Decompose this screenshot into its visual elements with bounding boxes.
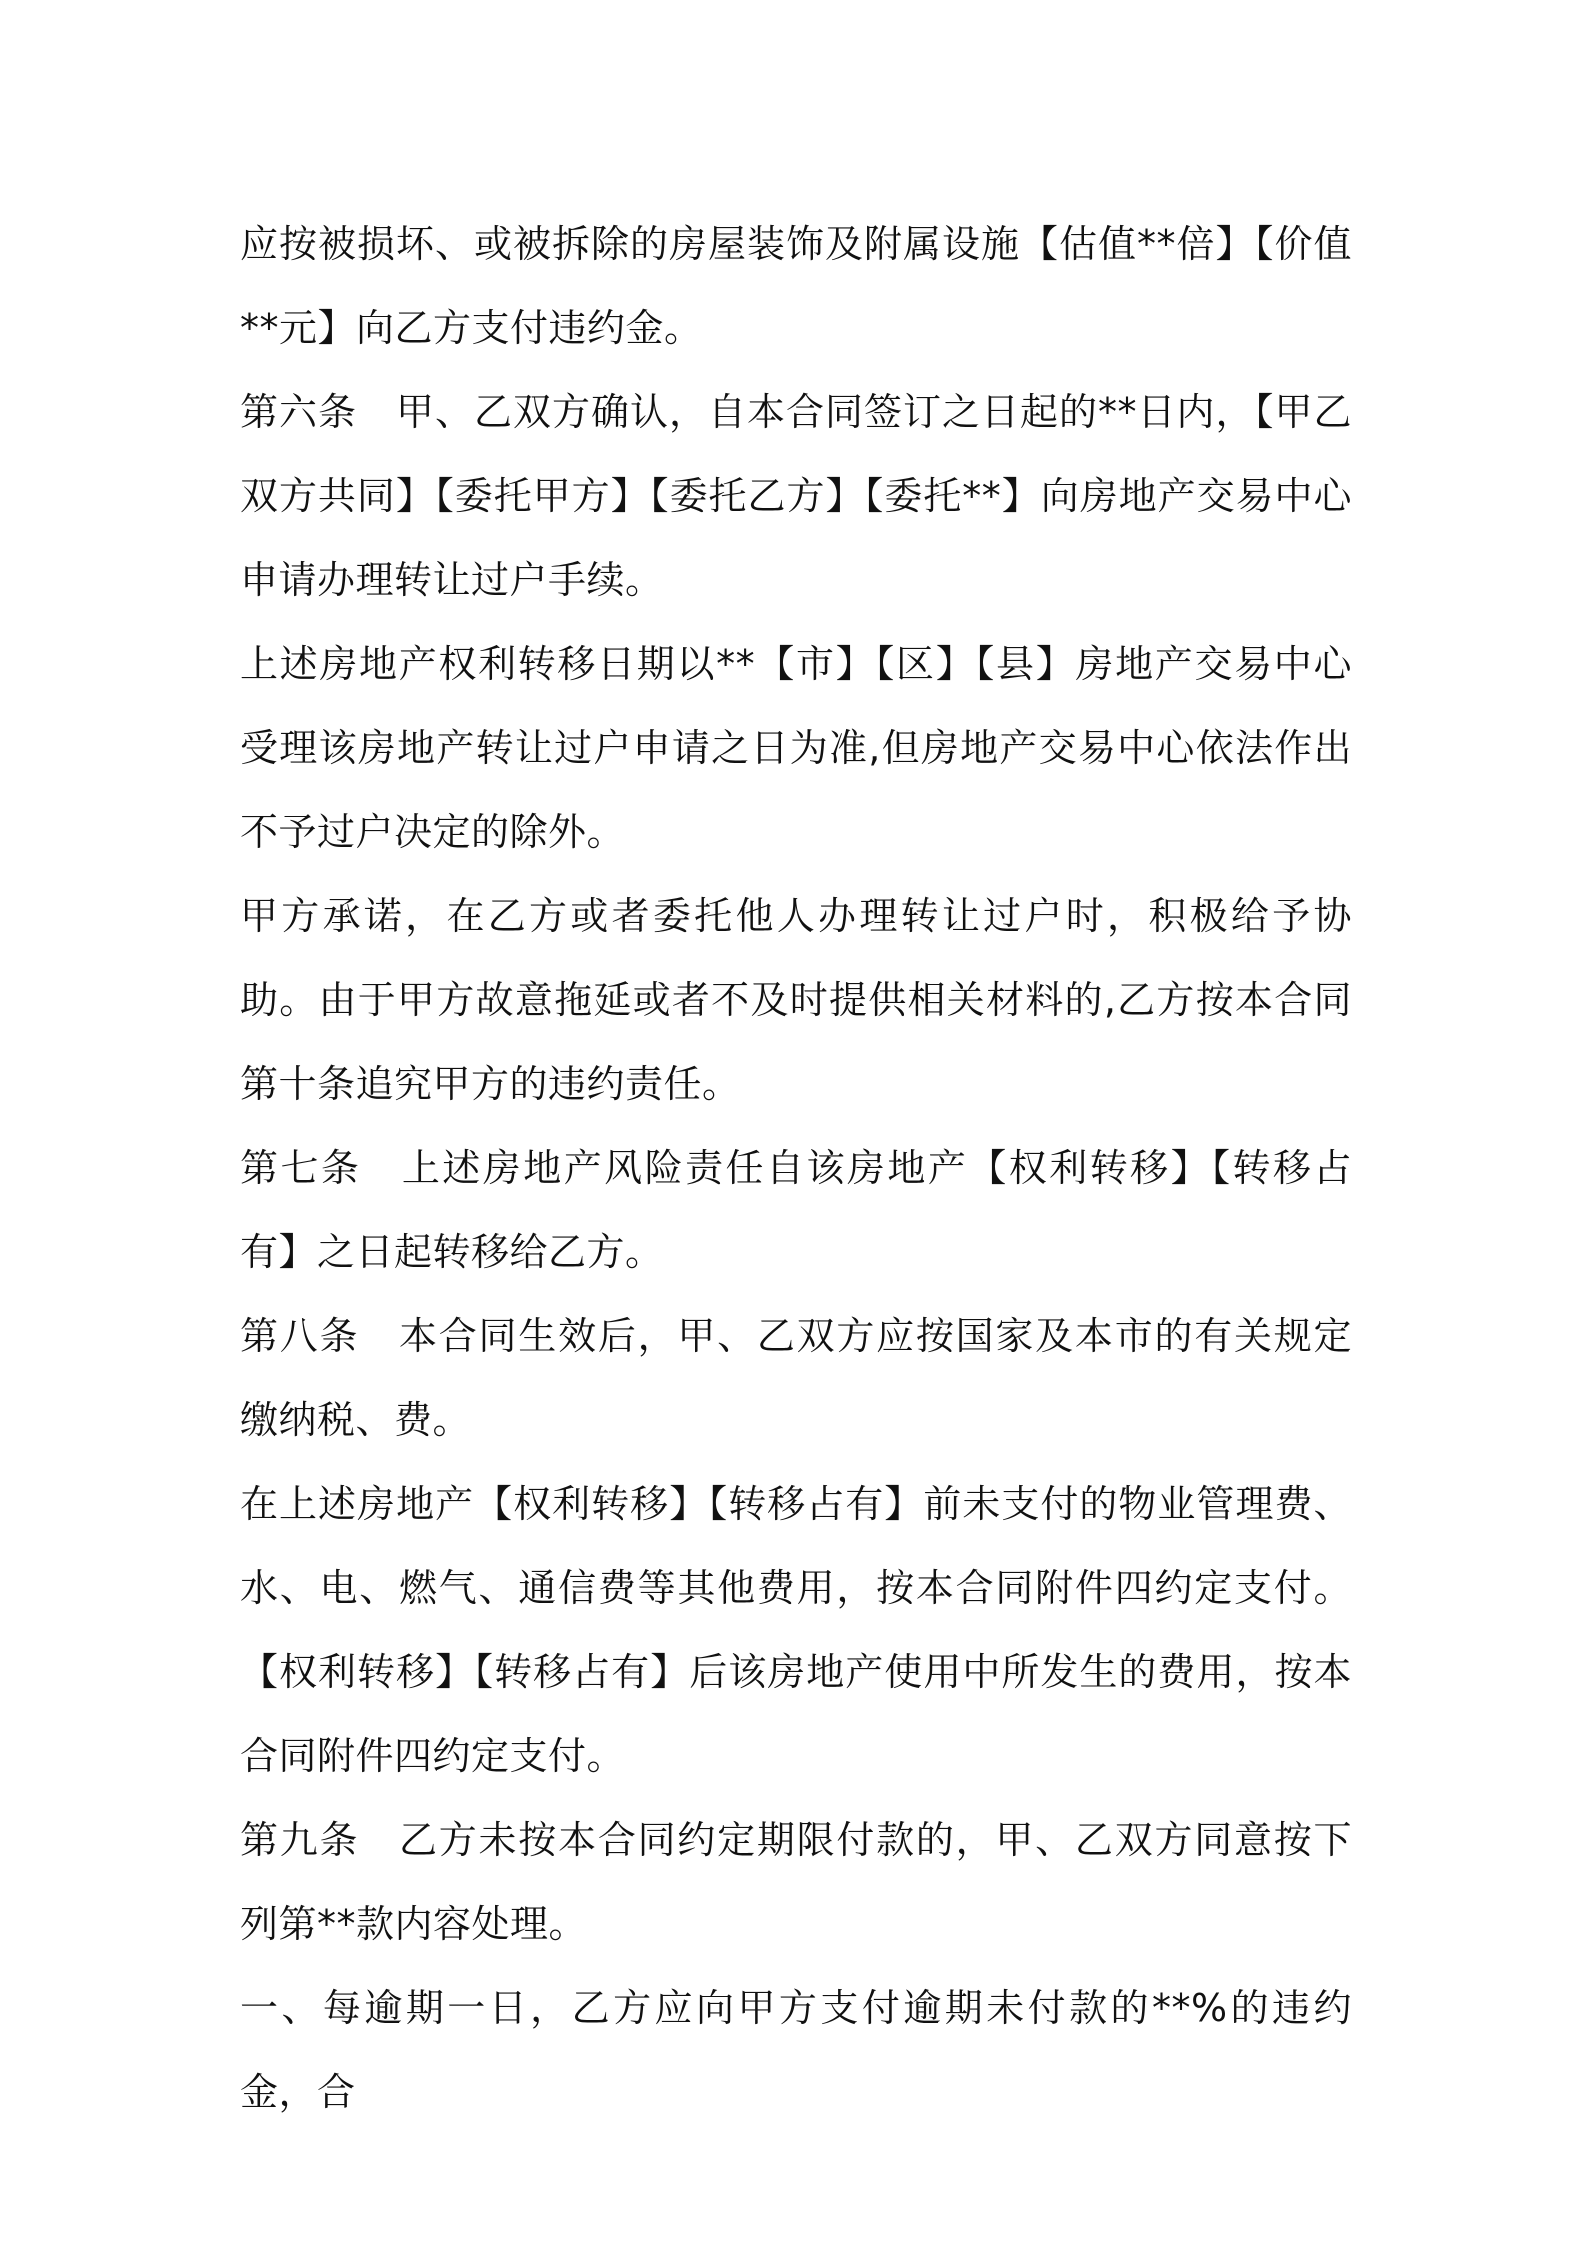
paragraph-party-a-commitment: 甲方承诺，在乙方或者委托他人办理转让过户时，积极给予协助。由于甲方故意拖延或者不及时提供相关材料的,乙方按本合同第十条追究甲方的违约责任。 <box>240 894 1352 1106</box>
paragraph-overdue-penalty: 一、每逾期一日，乙方应向甲方支付逾期未付款的**%的违约金，合 <box>240 1986 1352 2114</box>
paragraph-article-8: 第八条 本合同生效后，甲、乙双方应按国家及本市的有关规定缴纳税、费。 <box>240 1314 1352 1442</box>
paragraph-article-7: 第七条 上述房地产风险责任自该房地产【权利转移】【转移占有】之日起转移给乙方。 <box>240 1146 1352 1274</box>
paragraph-fees: 在上述房地产【权利转移】【转移占有】前未支付的物业管理费、水、电、燃气、通信费等其他费用，按本合同附件四约定支付。【权利转移】【转移占有】后该房地产使用中所发生的费用，按本合同附件四约定支付。 <box>240 1482 1352 1778</box>
document-body <box>240 202 1352 2134</box>
paragraph-damage-penalty: 应按被损坏、或被拆除的房屋装饰及附属设施【估值**倍】【价值**元】向乙方支付违约金。 <box>240 222 1352 350</box>
paragraph-transfer-date: 上述房地产权利转移日期以**【市】【区】【县】房地产交易中心受理该房地产转让过户申请之日为准,但房地产交易中心依法作出不予过户决定的除外。 <box>240 642 1352 854</box>
paragraph-article-9: 第九条 乙方未按本合同约定期限付款的，甲、乙双方同意按下列第**款内容处理。 <box>240 1818 1352 1946</box>
paragraph-article-6: 第六条 甲、乙双方确认，自本合同签订之日起的**日内，【甲乙双方共同】【委托甲方】【委托乙方】【委托**】向房地产交易中心申请办理转让过户手续。 <box>240 390 1352 602</box>
